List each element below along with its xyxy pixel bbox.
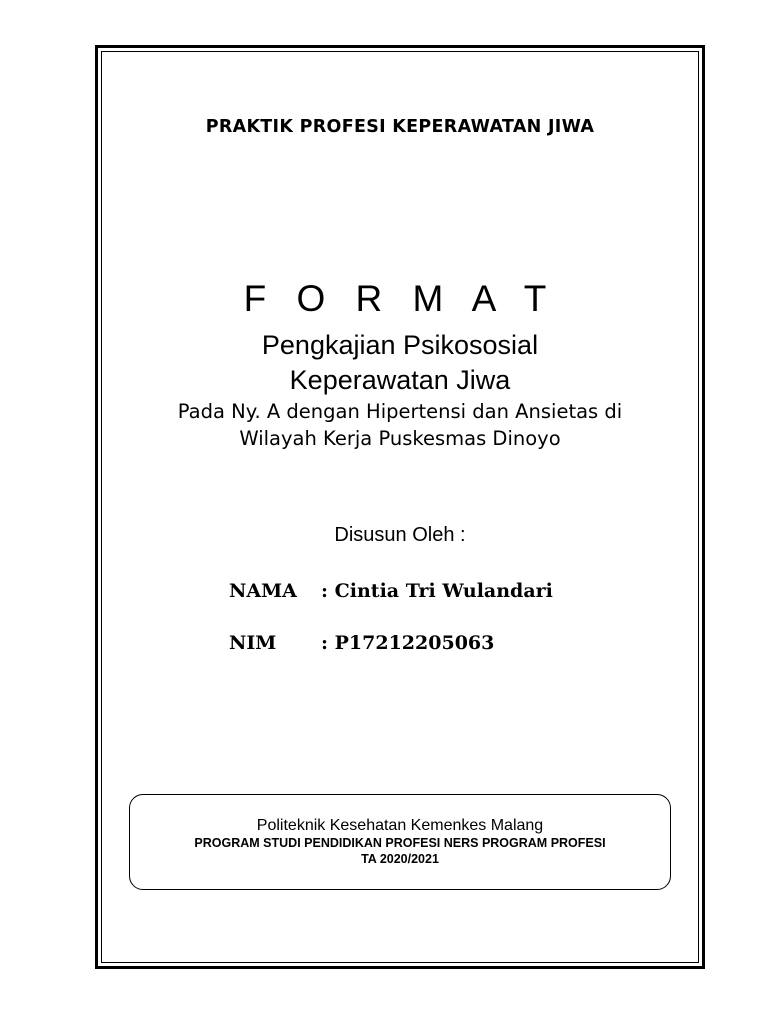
compiled-by-label: Disusun Oleh : xyxy=(334,524,466,546)
nim-value: P17212205063 xyxy=(334,632,495,654)
name-separator: : xyxy=(321,580,329,602)
institution-box xyxy=(129,794,671,890)
name-label: NAMA xyxy=(229,580,297,602)
author-name-row xyxy=(229,582,553,601)
header-title: PRAKTIK PROFESI KEPERAWATAN JIWA xyxy=(205,117,595,137)
description-line-2: Wilayah Kerja Puskesmas Dinoyo xyxy=(239,427,561,450)
subtitle-assessment: Pengkajian Psikososial xyxy=(261,330,539,360)
description-line-1: Pada Ny. A dengan Hipertensi dan Ansietas di xyxy=(177,400,623,423)
format-title: F O R M A T xyxy=(243,278,557,319)
page-border xyxy=(95,45,705,969)
academic-year: TA 2020/2021 xyxy=(361,851,439,866)
name-value: Cintia Tri Wulandari xyxy=(334,580,553,602)
page-inner-border xyxy=(101,51,699,963)
institution-name: Politeknik Kesehatan Kemenkes Malang xyxy=(256,817,544,834)
subtitle-nursing: Keperawatan Jiwa xyxy=(289,365,511,395)
author-nim-row xyxy=(229,634,494,653)
program-name: PROGRAM STUDI PENDIDIKAN PROFESI NERS PROGRAM PROFESI xyxy=(194,835,606,850)
nim-separator: : xyxy=(321,632,329,654)
nim-label: NIM xyxy=(229,632,277,654)
